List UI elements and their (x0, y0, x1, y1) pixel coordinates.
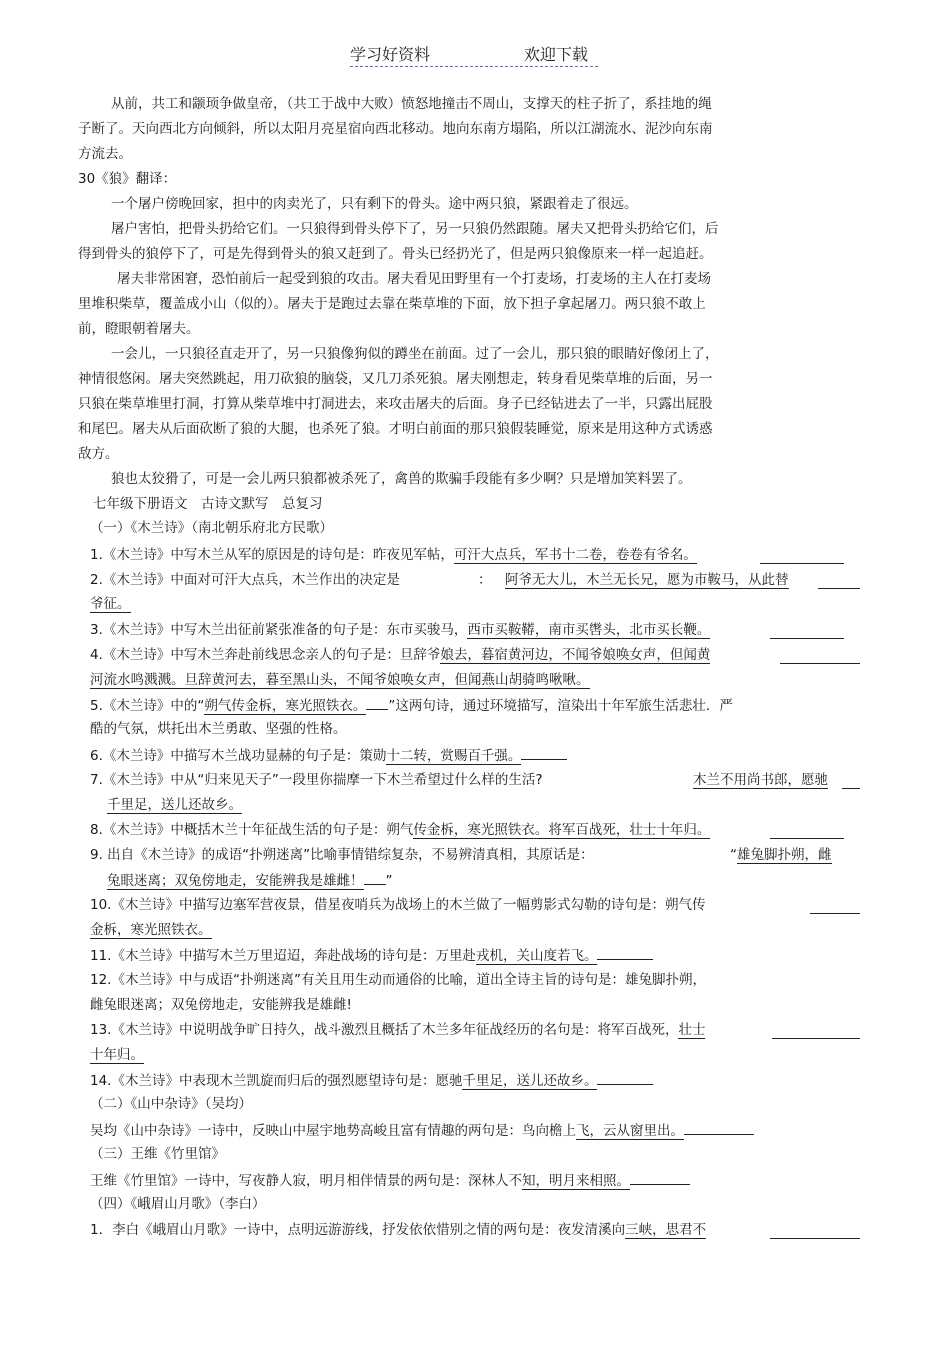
question-text: 4.《木兰诗》中写木兰奔赴前线思念亲人的句子是：旦辞爷 (90, 647, 441, 663)
answer-blank (770, 838, 844, 839)
question-text: 1．李白《峨眉山月歌》一诗中，点明远游游线，抒发依依惜别之情的两句是：夜发清溪向 (90, 1222, 626, 1238)
paragraph-line: 得到骨头的狼停下了，可是先得到骨头的狼又赶到了。骨头已经扔光了，但是两只狼像原来一样一起追赶。 (78, 246, 713, 262)
page-header (350, 42, 598, 67)
answer-blank (770, 1238, 860, 1239)
question (90, 1220, 706, 1240)
answer-blank (842, 788, 860, 789)
question-6 (90, 745, 567, 766)
question-text: 8.《木兰诗》中概括木兰十年征战生活的句子是：朔气 (90, 822, 414, 838)
answer-text: 飞，云从窗里出。 (576, 1123, 684, 1139)
paragraph-line: 一个屠户傍晚回家，担中的肉卖光了，只有剩下的骨头。途中两只狼，紧跟着走了很远。 (111, 196, 638, 212)
paragraph-line: 屠户害怕，把骨头扔给它们。一只狼得到骨头停下了，另一只狼仍然跟随。屠夫又把骨头扔给它们，后 (111, 221, 719, 237)
paragraph-line: 和尾巴。屠夫从后面砍断了狼的大腿，也杀死了狼。才明白前面的那只狼假装睡觉，原来是用这种方式诱惑 (78, 421, 713, 437)
question-text: 吴均《山中杂诗》一诗中，反映山中屋宇地势高峻且富有情趣的两句是：鸟向檐上 (90, 1123, 576, 1139)
question-9 (90, 845, 594, 865)
question-text: 酷的气氛，烘托出木兰勇敢、坚强的性格。 (90, 721, 347, 737)
answer-text: 阿爷无大儿，木兰无长兄，愿为市鞍马，从此替 (505, 572, 789, 588)
answer-blank (760, 563, 844, 564)
answer-text: 金柝，寒光照铁衣。 (90, 922, 212, 938)
question-14 (90, 1070, 653, 1091)
paragraph-line: 方流去。 (78, 146, 132, 162)
answer-blank (772, 1038, 860, 1039)
question-text: 3.《木兰诗》中写木兰出征前紧张准备的句子是：东市买骏马， (90, 622, 468, 638)
question-3 (90, 620, 710, 640)
answer-text: 千里足，送儿还故乡。 (107, 797, 242, 813)
question-1 (90, 545, 697, 565)
answer-text: 爷征。 (90, 596, 131, 612)
answer-text: 十二转，赏赐百千强。 (386, 748, 522, 764)
paragraph-line: 狼也太狡猾了，可是一会儿两只狼都被杀死了，禽兽的欺骗手段能有多少啊？只是增加笑料罢了。 (111, 471, 692, 487)
review-title: 七年级下册语文 古诗文默写 总复习 (93, 496, 323, 512)
question (90, 1120, 754, 1141)
answer-text: 木兰不用尚书郎，愿驰 (693, 772, 828, 788)
paragraph-line: 里堆积柴草，覆盖成小山（似的）。屠夫于是跑过去靠在柴草堆的下面，放下担子拿起屠刀。两只狼不敢上 (78, 296, 706, 312)
answer-text: 朔气传金柝，寒光照铁衣。 (204, 698, 367, 714)
answer-text: 戎机，关山度若飞。 (475, 948, 598, 964)
answer-text: 娘去，暮宿黄河边，不闻爷娘唤女声，但闻黄 (440, 647, 711, 663)
answer-text: 千里足，送儿还故乡。 (462, 1073, 598, 1089)
question-text: 14.《木兰诗》中表现木兰凯旋而归后的强烈愿望诗句是：愿驰 (90, 1073, 463, 1089)
answer-text: 壮士 (678, 1022, 706, 1038)
answer-text: 十年归。 (90, 1047, 144, 1063)
question-text: 2.《木兰诗》中面对可汗大点兵，木兰作出的决定是 (90, 572, 400, 588)
question-text: 5.《木兰诗》中的“ (90, 698, 205, 714)
paragraph-line: 敌方。 (78, 446, 119, 462)
question-10 (90, 895, 705, 915)
answer-text: 传金柝，寒光照铁衣。将军百战死，壮士十年归。 (413, 822, 711, 838)
question-12-cont: 雌兔眼迷离；双兔傍地走，安能辨我是雄雌! (90, 997, 352, 1013)
section-heading: （三）王维《竹里馆》 (90, 1146, 225, 1162)
answer-text: 西市买鞍鞯，南市买辔头，北市买长鞭。 (467, 622, 711, 638)
question (90, 1170, 690, 1191)
question-8 (90, 820, 710, 840)
question-text: 11.《木兰诗》中描写木兰万里迢迢，奔赴战场的诗句是：万里赴 (90, 948, 476, 964)
question-text: 王维《竹里馆》一诗中，写夜静人寂，明月相伴情景的两句是：深林人不 (90, 1173, 522, 1189)
question-text: 13.《木兰诗》中说明战争旷日持久，战斗激烈且概括了木兰多年征战经历的名句是：将军百战死， (90, 1022, 679, 1038)
answer-blank (818, 588, 860, 589)
answer-text: 三峡，思君不 (625, 1222, 707, 1238)
question-text: 1.《木兰诗》中写木兰从军的原因是的诗句是：昨夜见军帖， (90, 547, 454, 563)
question-text: 9. 出自《木兰诗》的成语“扑朔迷离”比喻事情错综复杂，不易辨清真相，其原话是： (90, 847, 594, 863)
paragraph-line: 前，瞪眼朝着屠夫。 (78, 321, 200, 337)
section-heading: （四）《峨眉山月歌》（李白） (90, 1196, 266, 1212)
answer-blank (770, 638, 844, 639)
section-heading: （二）《山中杂诗》（吴均） (90, 1096, 252, 1112)
answer-blank (810, 913, 860, 914)
paragraph-line: 子断了。天向西北方向倾斜，所以太阳月亮星宿向西北移动。地向东南方塌陷，所以江湖流水、泥沙向东南 (78, 121, 713, 137)
answer-text: 可汗大点兵，军书十二卷，卷卷有爷名。 (453, 547, 697, 563)
question-5: 5.《木兰诗》中的“朔气传金柝，寒光照铁衣。 ”这两句诗，通过环境描写，渲染出十年军旅生活悲壮．严 (90, 695, 733, 716)
question-text: 6.《木兰诗》中描写木兰战功显赫的句子是：策勋 (90, 748, 387, 764)
question-2 (90, 570, 400, 590)
answer-blank (780, 663, 860, 664)
question-2-colon: ： (478, 572, 492, 588)
paragraph-line: 从前，共工和颛顼争做皇帝，（共工于战中大败）愤怒地撞击不周山，支撑天的柱子折了，系挂地的绳 (111, 96, 712, 112)
answer-text: 知，明月来相照。 (522, 1173, 630, 1189)
answer-text: 河流水鸣溅溅。旦辞黄河去，暮至黑山头，不闻爷娘唤女声，但闻燕山胡骑鸣啾啾。 (90, 672, 590, 688)
question-11 (90, 945, 653, 966)
question-13 (90, 1020, 705, 1040)
header-right: 欢迎下载 (524, 45, 589, 64)
section-heading: （一）《木兰诗》（南北朝乐府北方民歌） (90, 520, 333, 536)
paragraph-line: 一会儿，一只狼径直走开了，另一只狼像狗似的蹲坐在前面。过了一会儿，那只狼的眼睛好像闭上了， (111, 346, 719, 362)
question-4 (90, 645, 710, 665)
paragraph-line: 屠夫非常困窘，恐怕前后一起受到狼的攻击。屠夫看见田野里有一个打麦场，打麦场的主人在打麦场 (117, 271, 711, 287)
answer-text: 兔眼迷离；双兔傍地走，安能辨我是雄雌！ ” (107, 870, 393, 891)
quote-open: “雄兔脚扑朔，雌 (730, 847, 832, 863)
question-text: 10.《木兰诗》中描写边塞军营夜景，借星夜哨兵为战场上的木兰做了一幅剪影式勾勒的诗句是：朔气传 (90, 897, 706, 913)
question-text: 7.《木兰诗》中从“归来见天子”一段里你揣摩一下木兰希望过什么样的生活? (90, 772, 543, 788)
question-7 (90, 770, 543, 790)
question-12: 12.《木兰诗》中与成语“扑朔迷离”有关且用生动而通俗的比喻，道出全诗主旨的诗句是：雄兔脚扑朔， (90, 972, 706, 988)
wolf-title: 30《狼》翻译： (78, 171, 177, 187)
header-left: 学习好资料 (350, 45, 431, 64)
paragraph-line: 神情很悠闲。屠夫突然跳起，用刀砍狼的脑袋，又几刀杀死狼。屠夫刚想走，转身看见柴草堆的后面，另一 (78, 371, 713, 387)
paragraph-line: 只狼在柴草堆里打洞，打算从柴草堆中打洞进去，来攻击屠夫的后面。身子已经钻进去了一半，只露出屁股 (78, 396, 713, 412)
